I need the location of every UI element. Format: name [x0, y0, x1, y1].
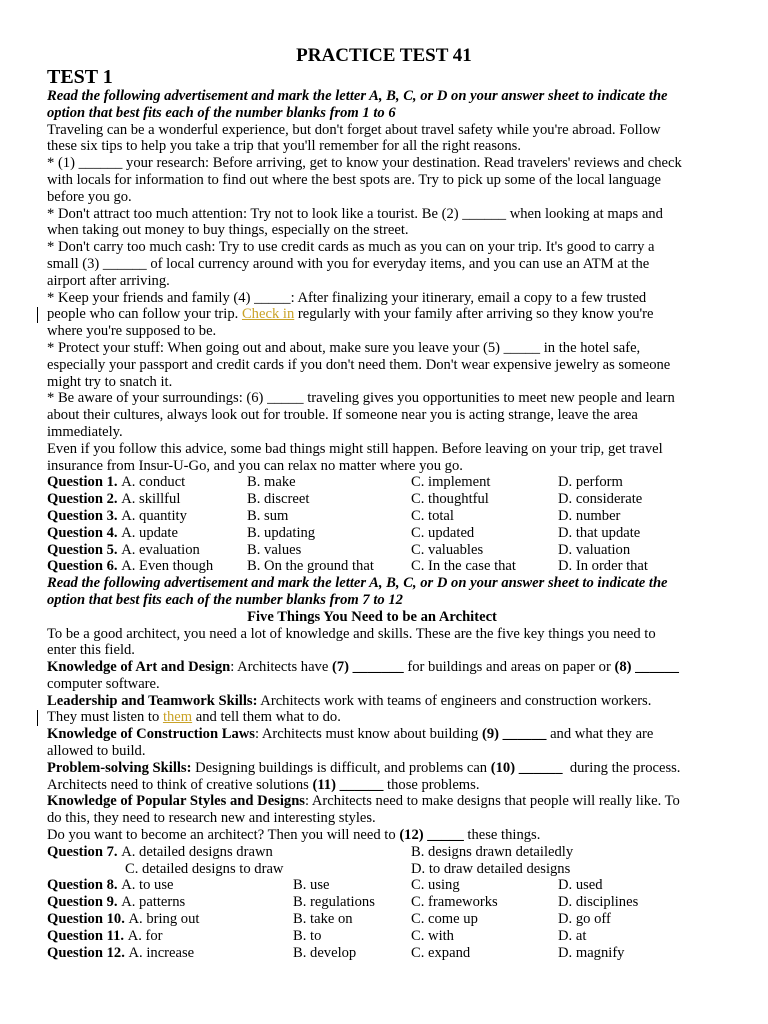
answer-option: [47, 542, 200, 559]
option-text: B. On the ground that: [247, 558, 374, 575]
text-line: [47, 222, 737, 239]
text-segment: Read the following advertisement and mark the letter A, B, C, or D on your answer sheet to indicate the: [47, 88, 668, 104]
question-number: Question 4.: [47, 524, 122, 541]
text-segment: with locals for information to find out where the best spots are. Try to pick up some of the local language: [47, 171, 662, 188]
option-text: D. at: [558, 927, 587, 944]
text-segment: option that best fits each of the number blanks from 7 to 12: [47, 591, 403, 608]
option-text: B. develop: [293, 944, 357, 961]
answer-option: [293, 911, 353, 928]
text-line: [47, 323, 737, 340]
option-text: B. regulations: [293, 894, 375, 911]
option-text: D. valuation: [558, 541, 631, 558]
text-segment: Architects need to think of creative solutions: [47, 776, 313, 793]
option-text: D. that update: [558, 524, 641, 541]
answer-option: [558, 911, 611, 928]
text-segment: Traveling can be a wonderful experience, but don't forget about travel safety while you're abroad. Follow: [47, 121, 661, 138]
answer-option: [47, 525, 178, 542]
text-segment: computer software.: [47, 675, 160, 692]
answer-option: [411, 542, 483, 559]
hyperlink[interactable]: Check in: [241, 306, 295, 323]
option-text: A. increase: [128, 944, 195, 961]
question-options-row: [47, 525, 737, 542]
answer-option: [47, 491, 180, 508]
question-options-row: [47, 877, 737, 894]
text-line: [47, 273, 737, 290]
text-cursor: [37, 710, 38, 726]
answer-option: [47, 877, 174, 894]
text-segment: * Don't carry too much cash: Try to use credit cards as much as you can on your trip. It's good to carry a: [47, 239, 655, 256]
question-options-row: [47, 542, 737, 559]
answer-option: [411, 911, 478, 928]
question-options-row: [47, 508, 737, 525]
answer-option: [247, 542, 301, 559]
option-text: D. magnify: [558, 944, 625, 961]
text-segment: : Architects have: [230, 659, 332, 676]
option-text: D. considerate: [558, 491, 643, 508]
option-text: C. implement: [411, 474, 491, 491]
text-line: [47, 777, 737, 794]
text-line: [47, 239, 737, 256]
text-segment: people who can follow your trip.: [47, 306, 242, 323]
text-segment: regularly with your family after arriving so they know you're: [294, 306, 654, 323]
text-line: [47, 189, 737, 206]
section-title: [47, 609, 697, 626]
text-segment: especially your passport and credit cards if you don't need them. Don't wear expensive jewelry as someone: [47, 356, 671, 373]
question-options-row: [47, 911, 737, 928]
option-text: A. detailed designs drawn: [121, 843, 273, 860]
text-cursor: [37, 307, 38, 323]
text-line: [47, 256, 737, 273]
page-title: PRACTICE TEST 41: [296, 45, 472, 66]
question-number: Question 5.: [47, 541, 122, 558]
answer-option: [411, 525, 474, 542]
text-segment: might try to snatch it.: [47, 373, 173, 390]
option-text: C. total: [411, 507, 454, 524]
text-line: [47, 424, 737, 441]
answer-option: [411, 474, 490, 491]
text-segment: option that best fits each of the number blanks from 1 to 6: [47, 104, 396, 121]
text-segment: Knowledge of Art and Design: [47, 659, 231, 676]
text-line: [47, 626, 737, 643]
option-text: D. go off: [558, 911, 611, 928]
option-text: B. to: [293, 927, 322, 944]
option-text: A. quantity: [121, 507, 187, 524]
answer-option: [411, 877, 460, 894]
option-text: B. sum: [247, 507, 289, 524]
option-text: D. In order that: [558, 558, 648, 575]
text-segment: allowed to build.: [47, 743, 146, 760]
answer-option: [247, 525, 315, 542]
text-line: [47, 306, 737, 323]
option-text: A. evaluation: [121, 541, 200, 558]
text-segment: Leadership and Teamwork Skills:: [47, 692, 258, 709]
question-options-row: [47, 558, 737, 575]
text-segment: Do you want to become an architect? Then you will need to: [47, 827, 400, 844]
text-segment: these six tips to help you take a trip that you'll remember for all the right reasons.: [47, 138, 521, 155]
option-text: B. discreet: [247, 491, 310, 508]
answer-option: [411, 491, 489, 508]
answer-option: [411, 945, 470, 962]
text-segment: enter this field.: [47, 642, 135, 659]
text-line: [47, 155, 737, 172]
text-segment: Knowledge of Construction Laws: [47, 726, 255, 743]
text-segment: (7) _______: [331, 659, 404, 676]
question-number: Question 3.: [47, 507, 122, 524]
text-segment: * Be aware of your surroundings: (6) _____ traveling gives you opportunities to meet new people and learn: [47, 390, 675, 407]
answer-option: [47, 928, 163, 945]
text-line: [47, 390, 737, 407]
option-text: D. perform: [558, 474, 623, 491]
text-line: [47, 407, 737, 424]
option-text: C. valuables: [411, 541, 484, 558]
text-segment: before you go.: [47, 188, 132, 205]
text-segment: immediately.: [47, 423, 123, 440]
text-segment: * (1) ______ your research: Before arriving, get to know your destination. Read travelers' reviews and check: [47, 155, 682, 172]
answer-option: [411, 508, 454, 525]
answer-option: [247, 474, 296, 491]
text-line: [47, 793, 737, 810]
text-line: [47, 88, 737, 105]
text-line: [47, 709, 737, 726]
option-text: D. used: [558, 877, 603, 894]
question-number: Question 9.: [47, 894, 122, 911]
text-line: [47, 676, 737, 693]
option-text: C. detailed designs to draw: [125, 860, 284, 877]
answer-option: [558, 894, 638, 911]
answer-option: [411, 861, 570, 878]
option-text: C. In the case that: [411, 558, 516, 575]
answer-option: [47, 894, 185, 911]
answer-option: [558, 491, 642, 508]
option-text: A. patterns: [121, 894, 186, 911]
answer-option: [558, 945, 624, 962]
answer-option: [47, 474, 185, 491]
question-options-row: [47, 861, 737, 878]
answer-option: [558, 525, 640, 542]
option-text: A. Even though: [121, 558, 214, 575]
text-segment: for buildings and areas on paper or: [403, 659, 615, 676]
text-segment: those problems.: [383, 776, 480, 793]
answer-option: [411, 928, 454, 945]
question-number: Question 12.: [47, 944, 129, 961]
text-line: [47, 827, 737, 844]
text-segment: (9) ______: [481, 726, 547, 743]
text-segment: do this, they need to research new and interesting styles.: [47, 810, 376, 827]
text-segment: * Keep your friends and family (4) _____: After finalizing your itinerary, email a copy to a few trusted: [47, 289, 647, 306]
text-line: [47, 592, 737, 609]
text-line: [47, 441, 737, 458]
answer-option: [558, 474, 623, 491]
option-text: B. use: [293, 877, 330, 894]
text-segment: Architects work with teams of engineers and construction workers.: [257, 692, 652, 709]
option-text: B. make: [247, 474, 296, 491]
option-text: B. take on: [293, 911, 353, 928]
text-segment: small (3) ______ of local currency around with you for everyday items, and you can use an ATM at the: [47, 255, 650, 272]
text-segment: : Architects must know about building: [254, 726, 482, 743]
option-text: A. skillful: [121, 491, 181, 508]
option-text: B. values: [247, 541, 302, 558]
answer-option: [47, 945, 194, 962]
text-segment: airport after arriving.: [47, 272, 170, 289]
text-segment: (12) _____: [399, 827, 464, 844]
option-text: C. expand: [411, 944, 471, 961]
question-number: Question 7.: [47, 843, 122, 860]
text-segment: (10) ______: [490, 759, 563, 776]
question-number: Question 8.: [47, 877, 122, 894]
answer-option: [47, 508, 187, 525]
option-text: C. frameworks: [411, 894, 498, 911]
text-segment: Even if you follow this advice, some bad things might still happen. Before leaving on your trip, get travel: [47, 440, 663, 457]
text-segment: Problem-solving Skills:: [47, 759, 192, 776]
text-segment: and tell them what to do.: [192, 709, 341, 726]
question-options-row: [47, 844, 737, 861]
text-segment: Knowledge of Popular Styles and Designs: [47, 793, 305, 810]
text-segment: * Don't attract too much attention: Try not to look like a tourist. Be (2) ______ when looking at maps and: [47, 205, 663, 222]
option-text: D. disciplines: [558, 894, 639, 911]
option-text: B. designs drawn detailedly: [411, 843, 574, 860]
text-line: [47, 290, 737, 307]
question-options-row: [47, 928, 737, 945]
question-number: Question 2.: [47, 491, 122, 508]
option-text: C. come up: [411, 911, 478, 928]
option-text: A. to use: [121, 877, 174, 894]
text-segment: when taking out money to buy things, especially on the street.: [47, 222, 409, 239]
answer-option: [293, 877, 329, 894]
text-line: [47, 642, 737, 659]
answer-option: [47, 844, 273, 861]
text-segment: Designing buildings is difficult, and problems can: [191, 759, 491, 776]
answer-option: [558, 928, 586, 945]
option-text: A. bring out: [128, 911, 200, 928]
answer-option: [293, 928, 321, 945]
option-text: C. updated: [411, 524, 475, 541]
option-text: A. update: [121, 524, 178, 541]
text-line: [47, 810, 737, 827]
text-segment: during the process.: [562, 759, 681, 776]
question-number: Question 10.: [47, 911, 129, 928]
hyperlink[interactable]: them: [162, 709, 193, 726]
answer-option: [247, 558, 374, 575]
answer-option: [411, 844, 573, 861]
answer-option: [293, 945, 356, 962]
question-options-row: [47, 491, 737, 508]
question-number: Question 1.: [47, 474, 122, 491]
option-text: B. updating: [247, 524, 316, 541]
option-text: D. to draw detailed designs: [411, 860, 571, 877]
text-segment: To be a good architect, you need a lot of knowledge and skills. These are the five key things you need to: [47, 625, 656, 642]
text-line: [47, 760, 737, 777]
option-text: C. with: [411, 927, 454, 944]
text-segment: insurance from Insur-U-Go, and you can relax no matter where you go.: [47, 457, 463, 474]
document-body: [47, 88, 737, 961]
answer-option: [247, 508, 288, 525]
text-line: [47, 693, 737, 710]
question-options-row: [47, 474, 737, 491]
text-segment: where you're supposed to be.: [47, 323, 217, 340]
answer-option: [558, 542, 630, 559]
option-text: A. conduct: [121, 474, 186, 491]
answer-option: [411, 558, 516, 575]
text-line: [47, 122, 737, 139]
text-line: [47, 575, 737, 592]
text-segment: (11) ______: [312, 776, 384, 793]
text-segment: (8) ______: [614, 659, 679, 676]
test-heading: TEST 1: [47, 66, 113, 88]
answer-option: [47, 911, 199, 928]
text-line: [47, 357, 737, 374]
answer-option: [558, 877, 603, 894]
answer-option: [558, 558, 648, 575]
question-number: Question 11.: [47, 927, 128, 944]
text-segment: : Architects need to make designs that people will really like. To: [305, 793, 680, 810]
text-line: [47, 206, 737, 223]
question-number: Question 6.: [47, 558, 122, 575]
answer-option: [47, 558, 213, 575]
option-text: C. using: [411, 877, 460, 894]
question-options-row: [47, 945, 737, 962]
text-line: [47, 659, 737, 676]
option-text: A. for: [127, 927, 163, 944]
text-segment: about their cultures, always look out for trouble. If someone near you is acting strange, leave the area: [47, 407, 638, 424]
option-text: C. thoughtful: [411, 491, 489, 508]
question-options-row: [47, 894, 737, 911]
text-segment: and what they are: [546, 726, 654, 743]
text-segment: these things.: [463, 827, 541, 844]
answer-option: [411, 894, 498, 911]
text-line: [47, 374, 737, 391]
text-line: [47, 726, 737, 743]
text-line: [47, 743, 737, 760]
answer-option: [247, 491, 309, 508]
text-line: [47, 340, 737, 357]
answer-option: [125, 861, 283, 878]
text-segment: They must listen to: [47, 709, 163, 726]
text-line: [47, 172, 737, 189]
text-segment: Five Things You Need to be an Architect: [247, 608, 497, 625]
option-text: D. number: [558, 507, 621, 524]
text-line: [47, 138, 737, 155]
answer-option: [293, 894, 375, 911]
text-line: [47, 105, 737, 122]
text-line: [47, 458, 737, 475]
text-segment: * Protect your stuff: When going out and about, make sure you leave your (5) _____ in the hotel safe,: [47, 339, 641, 356]
answer-option: [558, 508, 620, 525]
text-segment: Read the following advertisement and mark the letter A, B, C, or D on your answer sheet to indicate the: [47, 575, 668, 592]
